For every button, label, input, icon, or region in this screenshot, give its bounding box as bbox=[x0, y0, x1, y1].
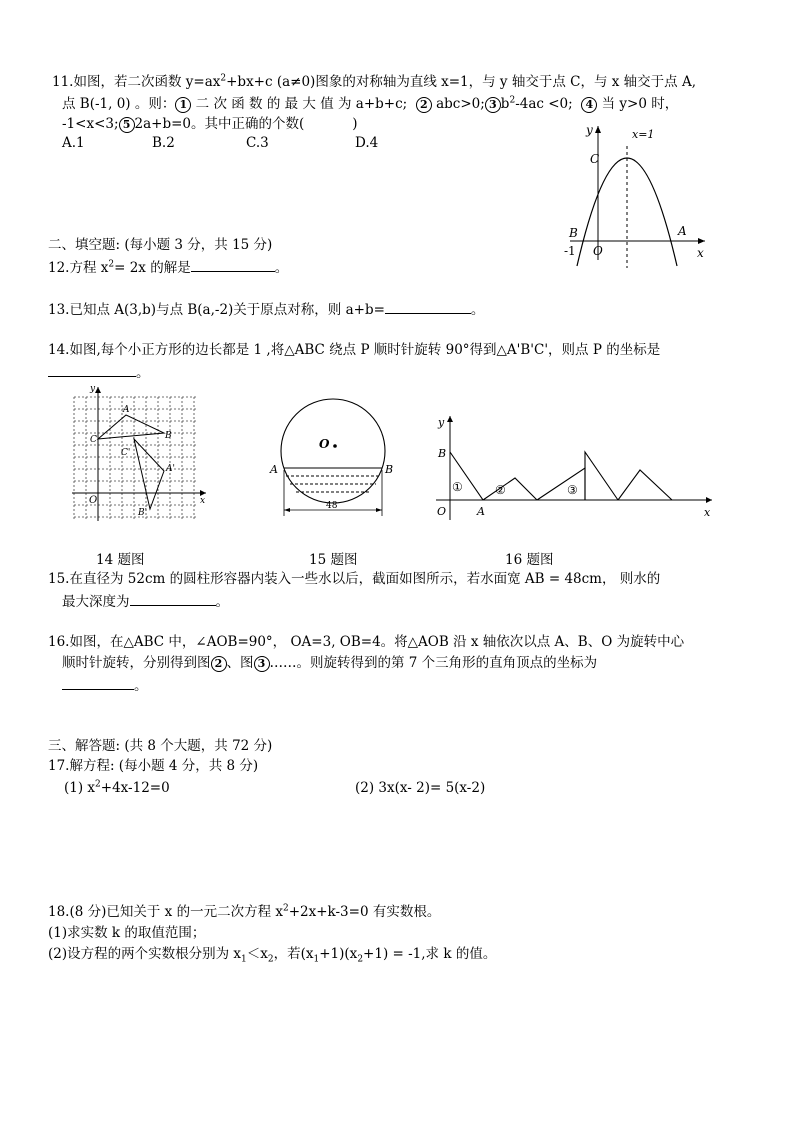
q15-line2: 最大深度为 。 bbox=[62, 591, 229, 611]
q16-line2: 顺时针旋转，分别得到图 2 、图 3 ……。则旋转得到的第 7 个三角形的直角顶点的坐标为 bbox=[62, 655, 598, 671]
caption-fig16: 16 题图 bbox=[505, 552, 554, 568]
q11-graph-x-label: x bbox=[697, 246, 704, 260]
q11-graph-b-label: B bbox=[569, 226, 578, 240]
fig14-y-label: y bbox=[90, 384, 96, 394]
q11-option-c: C.3 bbox=[246, 135, 269, 151]
fig16-a-label: A bbox=[477, 505, 485, 518]
fig16-circle1: ① bbox=[452, 480, 463, 494]
fig16-b-label: B bbox=[438, 447, 447, 460]
q11-option-b: B.2 bbox=[152, 135, 175, 151]
q16-answer-blank[interactable] bbox=[62, 675, 134, 690]
q17-part1: (1) $x^2+4x-12=0$ bbox=[64, 779, 170, 796]
q18-line2: (1)求实数 k 的取值范围； bbox=[48, 925, 206, 941]
fig14-x-label: x bbox=[200, 496, 206, 506]
q11-graph-c-label: C bbox=[590, 152, 600, 166]
fig14-a-label: A bbox=[123, 405, 130, 415]
fig16-circle3: ③ bbox=[567, 483, 578, 497]
q11-line1: 11.如图，若二次函数 $y=ax^2+bx+c$ (a≠0)图象的对称轴为直线 x=1，与 y 轴交于点 C，与 x 轴交于点 A, bbox=[52, 73, 696, 90]
fig16-circle2: ② bbox=[495, 483, 506, 497]
q11-graph-axis-label: x=1 bbox=[632, 128, 655, 141]
q11-option-d: D.4 bbox=[355, 135, 379, 151]
caption-fig15: 15 题图 bbox=[309, 552, 358, 568]
q13-answer-blank[interactable] bbox=[385, 299, 471, 314]
fig15-width-label: 48 bbox=[326, 501, 338, 511]
fig14-b-label: B bbox=[165, 431, 172, 441]
fig16-y-label: y bbox=[438, 416, 445, 429]
figure-16 bbox=[432, 412, 718, 522]
fig15-b-label: B bbox=[385, 463, 394, 476]
q16-line3: 。 bbox=[62, 675, 148, 695]
q11-option-a: A.1 bbox=[62, 135, 85, 151]
q14-line1: 14.如图,每个小正方形的边长都是 1 ,将△ABC 绕点 P 顺时针旋转 90°得到△A'B'C'，则点 P 的坐标是 bbox=[48, 342, 661, 358]
figure-15 bbox=[262, 390, 402, 522]
q16-line1: 16.如图，在△ABC 中，∠AOB=90°， OA=3, OB=4。将△AOB 沿 x 轴依次以点 A、B、O 为旋转中心 bbox=[48, 634, 685, 650]
q18-line3: (2)设方程的两个实数根分别为 $x_1<x_2$，若$(x_1+1)(x_2+1) = -1$,求 k 的值。 bbox=[48, 946, 497, 965]
q12: 12.方程 $x^2= 2x$ 的解是 。 bbox=[48, 257, 288, 277]
section2-title: 二、填空题: (每小题 3 分，共 15 分) bbox=[48, 237, 273, 253]
q18-line1: 18.(8 分)已知关于 x 的一元二次方程 $x^2+2x+k-3=0$ 有实数根。 bbox=[48, 903, 441, 920]
q11-graph-a-label: A bbox=[678, 224, 687, 238]
q11-line2: 点 B(-1, 0) 。则： 1 二 次 函 数 的 最 大 值 为 a+b+c; 2 abc>0; 3 $b^2-4ac <0$; 4 当 y>0 时， bbox=[62, 95, 679, 112]
q14-line2: 。 bbox=[48, 362, 150, 382]
fig14-a2-label: A' bbox=[166, 464, 175, 474]
q11-parabola-graph bbox=[555, 118, 715, 268]
q11-graph-neg1-label: -1 bbox=[564, 244, 576, 258]
q11-graph-o-label: O bbox=[593, 244, 603, 258]
fig15-o-label: O bbox=[319, 437, 330, 451]
figure-14 bbox=[68, 383, 210, 528]
q11-line3: -1<x<3; 5 2a+b=0。其中正确的个数( ) bbox=[62, 116, 358, 132]
q13: 13.已知点 A(3,b)与点 B(a,-2)关于原点对称，则 a+b= 。 bbox=[48, 299, 484, 319]
fig16-o-label: O bbox=[437, 505, 447, 518]
fig14-o-label: O bbox=[89, 495, 98, 506]
fig14-c-label: C bbox=[90, 435, 97, 445]
q17-title: 17.解方程: (每小题 4 分，共 8 分) bbox=[48, 758, 259, 774]
fig14-c2-label: C' bbox=[121, 448, 131, 458]
q12-answer-blank[interactable] bbox=[191, 257, 275, 272]
fig16-x-label: x bbox=[704, 506, 711, 519]
fig15-a-label: A bbox=[270, 463, 278, 476]
section3-title: 三、解答题: (共 8 个大题，共 72 分) bbox=[48, 738, 273, 754]
q15-answer-blank[interactable] bbox=[130, 591, 216, 606]
fig14-b2-label: B' bbox=[138, 508, 148, 518]
caption-fig14: 14 题图 bbox=[96, 552, 145, 568]
q11-graph-y-label: y bbox=[586, 123, 593, 137]
q17-part2: (2) 3x(x- 2)= 5(x-2) bbox=[355, 780, 486, 796]
q14-answer-blank[interactable] bbox=[48, 362, 136, 377]
q15-line1: 15.在直径为 52cm 的圆柱形容器内装入一些水以后，截面如图所示，若水面宽 AB = 48cm， 则水的 bbox=[48, 571, 661, 587]
